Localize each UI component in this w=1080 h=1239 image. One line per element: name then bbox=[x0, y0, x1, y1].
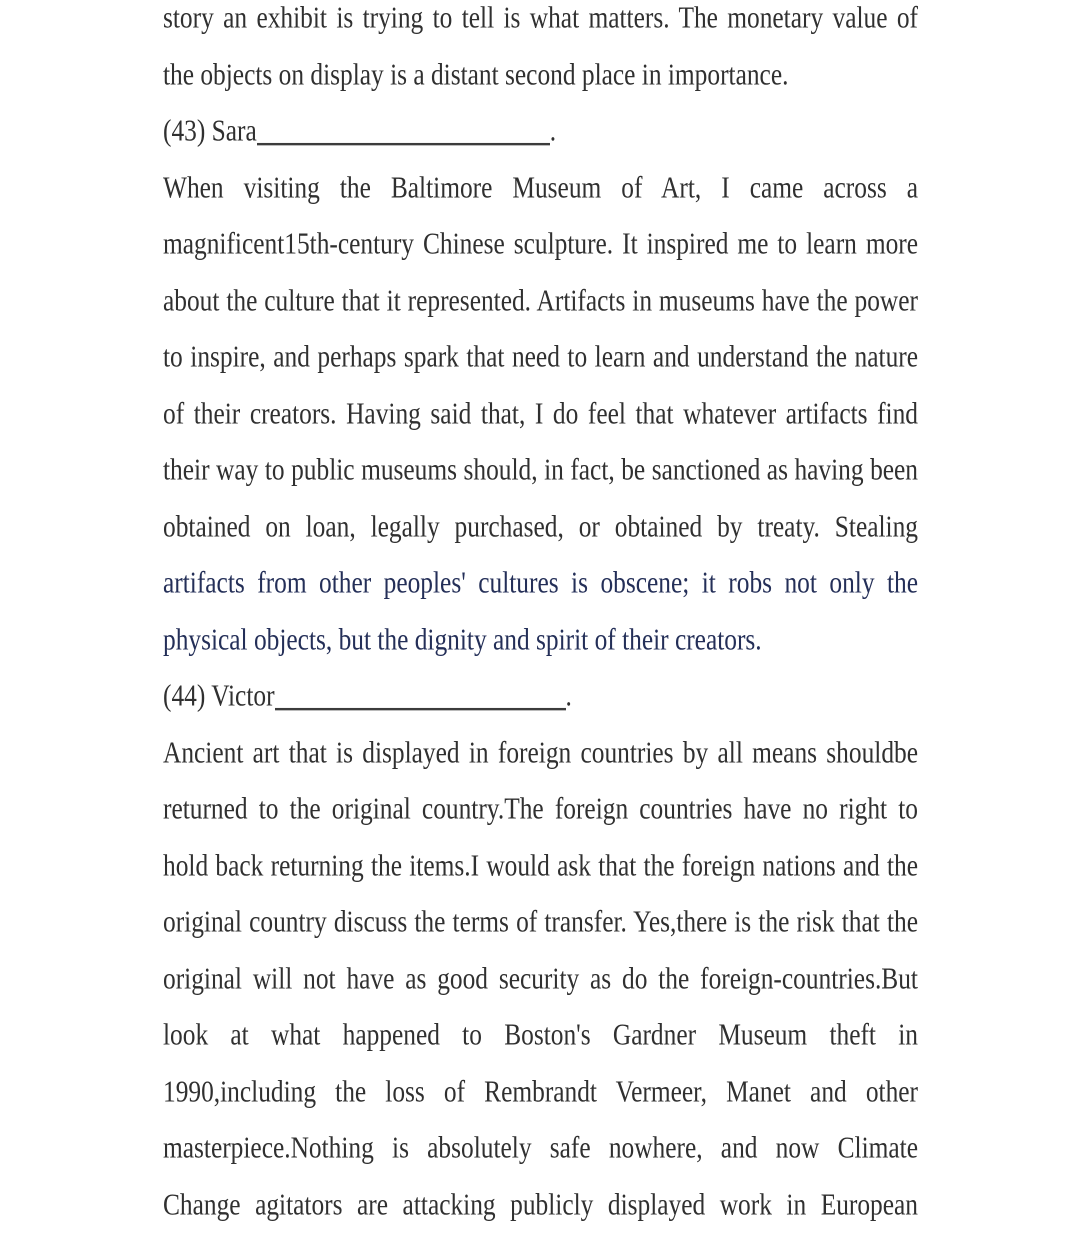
passage-text-line: masterpiece.Nothing is absolutely safe nowhere, and now Climate bbox=[163, 1131, 918, 1165]
answer-blank-underline bbox=[275, 708, 566, 710]
answer-blank-underline bbox=[257, 143, 550, 145]
blank-trailing-period: . bbox=[565, 679, 572, 713]
passage-text-line: their way to public museums should, in fact, be sanctioned as having been bbox=[163, 453, 918, 487]
passage-text-line: Change agitators are attacking publicly displayed work in European bbox=[163, 1187, 918, 1222]
passage-text-line: story an exhibit is trying to tell is what matters. The monetary value of bbox=[163, 1, 918, 35]
passage-text-line: returned to the original country.The foreign countries have no right to bbox=[163, 792, 918, 826]
passage-text-line: magnificent15th-century Chinese sculpture. It inspired me to learn more bbox=[163, 227, 918, 261]
passage-text-line: obtained on loan, legally purchased, or obtained by treaty. Stealing bbox=[163, 509, 918, 544]
passage-text-line: 1990,including the loss of Rembrandt Vermeer, Manet and other bbox=[163, 1074, 918, 1109]
passage-text-line: physical objects, but the dignity and spirit of their creators. bbox=[163, 622, 762, 657]
passage-text-line: hold back returning the items.I would ask that the foreign nations and the bbox=[163, 848, 918, 883]
passage-text-line: original will not have as good security as do the foreign-countries.But bbox=[163, 961, 918, 996]
document-body bbox=[163, 0, 918, 1233]
passage-text-line: When visiting the Baltimore Museum of Art, I came across a bbox=[163, 170, 918, 205]
passage-text-line: about the culture that it represented. Artifacts in museums have the power bbox=[163, 283, 918, 318]
passage-text-line: original country discuss the terms of transfer. Yes,there is the risk that the bbox=[163, 905, 918, 939]
passage-text-line: artifacts from other peoples' cultures is obscene; it robs not only the bbox=[163, 566, 918, 600]
blank-trailing-period: . bbox=[549, 114, 557, 148]
passage-text-line: to inspire, and perhaps spark that need to learn and understand the nature bbox=[163, 340, 918, 374]
passage-text-line: Ancient art that is displayed in foreign countries by all means shouldbe bbox=[163, 735, 918, 770]
passage-text-line: of their creators. Having said that, I do feel that whatever artifacts find bbox=[163, 396, 918, 431]
passage-text-line: the objects on display is a distant second place in importance. bbox=[163, 57, 789, 92]
passage-text-line: look at what happened to Boston's Gardner Museum theft in bbox=[163, 1018, 918, 1052]
question-label: (44) Victor bbox=[163, 679, 275, 713]
question-label: (43) Sara bbox=[163, 114, 257, 148]
